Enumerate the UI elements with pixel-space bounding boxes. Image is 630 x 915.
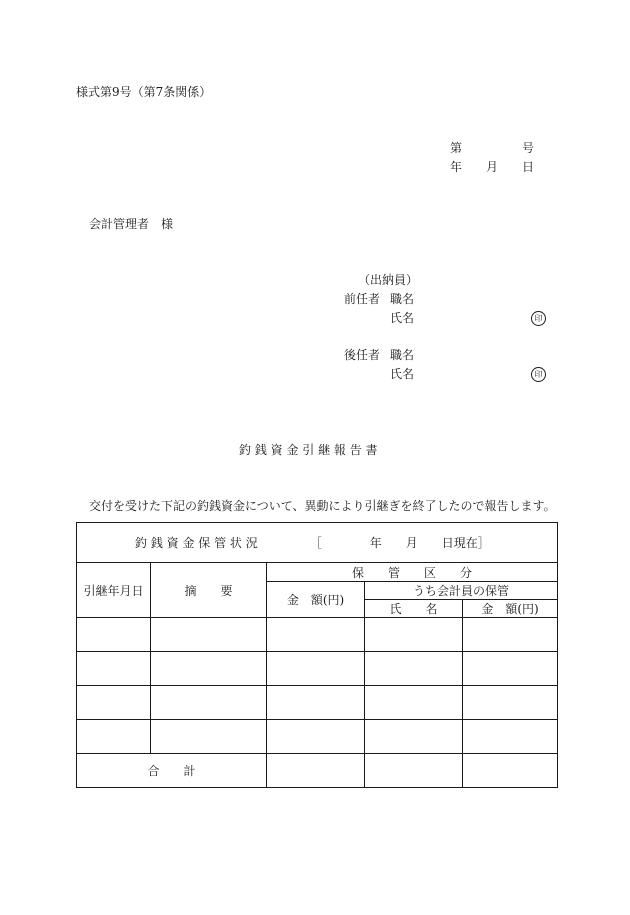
total-label: 合 計 <box>77 754 267 788</box>
cell-name[interactable] <box>365 618 463 652</box>
form-number: 様式第9号（第7条関係） <box>76 85 212 99</box>
cell-date[interactable] <box>77 652 151 686</box>
cell-date[interactable] <box>77 618 151 652</box>
total-amount[interactable] <box>267 754 365 788</box>
cell-staff-amount[interactable] <box>463 652 558 686</box>
cell-amount[interactable] <box>267 652 365 686</box>
status-date: ［ 年 月 日現在］ <box>309 536 490 550</box>
document-number-suffix: 号 <box>522 141 535 155</box>
header-staff-amount: 金 額(円) <box>463 600 558 618</box>
predecessor-role: 前任者 <box>344 292 381 306</box>
table-row <box>77 720 558 754</box>
status-title: 釣 銭 資 金 保 管 状 況 <box>135 536 258 550</box>
header-name: 氏 名 <box>365 600 463 618</box>
cell-staff-amount[interactable] <box>463 720 558 754</box>
date-month: 月 <box>486 160 499 174</box>
date-year: 年 <box>450 160 463 174</box>
addressee: 会計管理者 様 <box>89 217 174 231</box>
header-amount: 金 額(円) <box>267 582 365 618</box>
cell-summary[interactable] <box>151 686 267 720</box>
document-title: 釣 銭 資 金 引 継 報 告 書 <box>239 443 378 457</box>
statement: 交付を受けた下記の釣銭資金について、異動により引継ぎを終了したので報告します。 <box>89 499 556 513</box>
successor-name-label: 氏名 <box>390 367 415 381</box>
cell-amount[interactable] <box>267 720 365 754</box>
cashier-header: （出納員） <box>358 273 419 287</box>
cell-staff-amount[interactable] <box>463 618 558 652</box>
cell-date[interactable] <box>77 720 151 754</box>
date-day: 日 <box>522 160 535 174</box>
total-staff-amount[interactable] <box>463 754 558 788</box>
successor-title-label: 職名 <box>390 348 415 362</box>
cell-staff-amount[interactable] <box>463 686 558 720</box>
cell-summary[interactable] <box>151 720 267 754</box>
table-row <box>77 618 558 652</box>
cell-summary[interactable] <box>151 652 267 686</box>
custody-table <box>76 522 558 788</box>
successor-role: 後任者 <box>344 348 381 362</box>
cell-name[interactable] <box>365 652 463 686</box>
successor-seal-icon: 印 <box>531 367 546 382</box>
header-category: 保 管 区 分 <box>267 563 558 582</box>
status-header <box>77 523 558 563</box>
table-row <box>77 686 558 720</box>
total-row <box>77 754 558 788</box>
cell-amount[interactable] <box>267 618 365 652</box>
header-staff-custody: うち会計員の保管 <box>365 582 558 600</box>
header-date: 引継年月日 <box>77 563 151 618</box>
cell-name[interactable] <box>365 720 463 754</box>
cell-amount[interactable] <box>267 686 365 720</box>
predecessor-title-label: 職名 <box>390 292 415 306</box>
cell-name[interactable] <box>365 686 463 720</box>
predecessor-name-label: 氏名 <box>390 311 415 325</box>
total-name[interactable] <box>365 754 463 788</box>
predecessor-seal-icon: 印 <box>531 311 546 326</box>
document-number-prefix: 第 <box>450 141 463 155</box>
header-summary: 摘 要 <box>151 563 267 618</box>
cell-date[interactable] <box>77 686 151 720</box>
table-row <box>77 652 558 686</box>
cell-summary[interactable] <box>151 618 267 652</box>
